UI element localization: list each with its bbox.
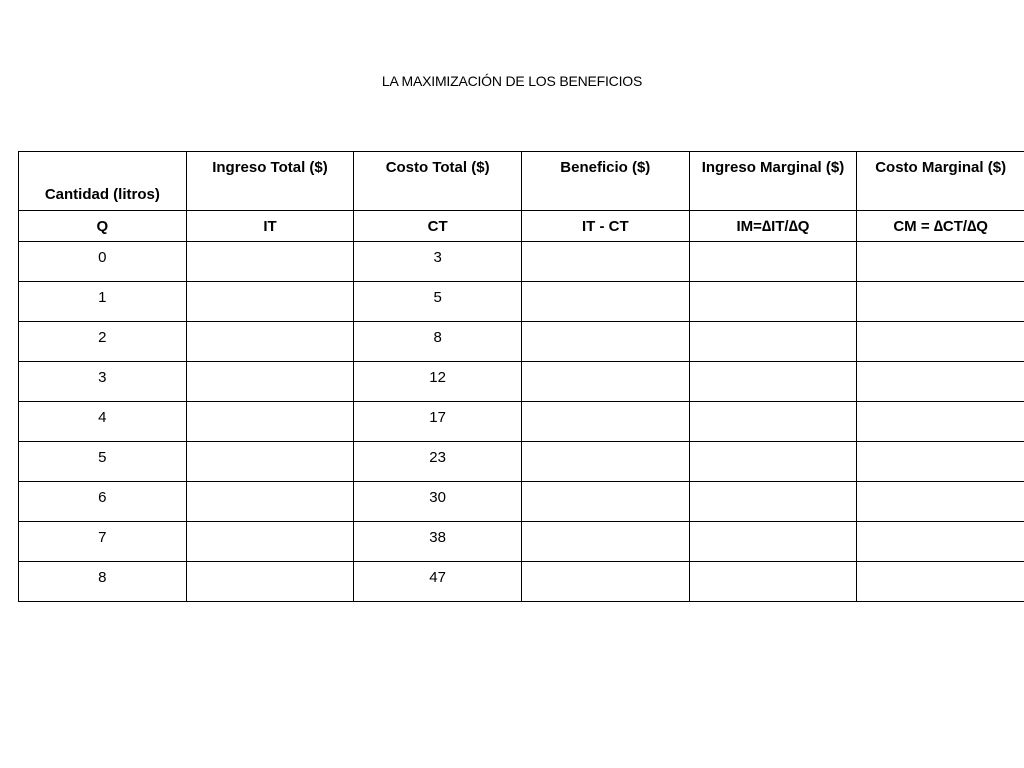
cell-marginal-revenue — [689, 362, 857, 402]
cell-marginal-cost — [857, 282, 1024, 322]
cell-marginal-revenue — [689, 322, 857, 362]
cell-total-revenue — [186, 562, 354, 602]
cell-total-cost: 47 — [354, 562, 522, 602]
cell-quantity: 2 — [19, 322, 187, 362]
symbol-it: IT — [186, 211, 354, 242]
cell-profit — [521, 522, 689, 562]
table-row — [19, 402, 1024, 442]
cell-total-cost: 23 — [354, 442, 522, 482]
cell-total-revenue — [186, 322, 354, 362]
cell-marginal-revenue — [689, 402, 857, 442]
cell-total-cost: 30 — [354, 482, 522, 522]
table-row — [19, 362, 1024, 402]
symbol-q: Q — [19, 211, 187, 242]
cell-marginal-cost — [857, 322, 1024, 362]
header-total-cost: Costo Total ($) — [354, 152, 522, 211]
cell-quantity: 5 — [19, 442, 187, 482]
cell-marginal-revenue — [689, 482, 857, 522]
table-row — [19, 562, 1024, 602]
cell-total-revenue — [186, 282, 354, 322]
cell-profit — [521, 442, 689, 482]
cell-total-revenue — [186, 242, 354, 282]
header-marginal-cost: Costo Marginal ($) — [857, 152, 1024, 211]
cell-total-revenue — [186, 362, 354, 402]
table-row — [19, 482, 1024, 522]
cell-total-cost: 3 — [354, 242, 522, 282]
cell-quantity: 6 — [19, 482, 187, 522]
table-body — [19, 242, 1024, 602]
cell-total-revenue — [186, 482, 354, 522]
cell-total-cost: 5 — [354, 282, 522, 322]
table-row — [19, 522, 1024, 562]
cell-quantity: 1 — [19, 282, 187, 322]
cell-marginal-cost — [857, 242, 1024, 282]
cell-total-cost: 17 — [354, 402, 522, 442]
cell-marginal-revenue — [689, 242, 857, 282]
cell-total-revenue — [186, 442, 354, 482]
cell-profit — [521, 482, 689, 522]
cell-quantity: 0 — [19, 242, 187, 282]
cell-marginal-revenue — [689, 442, 857, 482]
cell-profit — [521, 242, 689, 282]
profit-table — [18, 151, 1024, 602]
cell-profit — [521, 282, 689, 322]
cell-marginal-cost — [857, 402, 1024, 442]
cell-total-cost: 8 — [354, 322, 522, 362]
cell-total-revenue — [186, 522, 354, 562]
cell-profit — [521, 322, 689, 362]
page-title: LA MAXIMIZACIÓN DE LOS BENEFICIOS — [381, 73, 643, 89]
symbol-row — [19, 211, 1024, 242]
cell-profit — [521, 562, 689, 602]
header-profit: Beneficio ($) — [521, 152, 689, 211]
cell-total-cost: 12 — [354, 362, 522, 402]
symbol-im: IM=∆IT/∆Q — [689, 211, 857, 242]
cell-quantity: 7 — [19, 522, 187, 562]
table-row — [19, 242, 1024, 282]
cell-marginal-revenue — [689, 522, 857, 562]
cell-marginal-cost — [857, 522, 1024, 562]
cell-marginal-cost — [857, 442, 1024, 482]
symbol-cm: CM = ∆CT/∆Q — [857, 211, 1024, 242]
cell-total-cost: 38 — [354, 522, 522, 562]
table-row — [19, 322, 1024, 362]
symbol-profit: IT - CT — [521, 211, 689, 242]
header-quantity: Cantidad (litros) — [19, 152, 187, 211]
table-row — [19, 442, 1024, 482]
cell-quantity: 4 — [19, 402, 187, 442]
cell-marginal-cost — [857, 362, 1024, 402]
table-row — [19, 282, 1024, 322]
cell-marginal-cost — [857, 482, 1024, 522]
header-total-revenue: Ingreso Total ($) — [186, 152, 354, 211]
header-marginal-revenue: Ingreso Marginal ($) — [689, 152, 857, 211]
cell-quantity: 8 — [19, 562, 187, 602]
cell-marginal-cost — [857, 562, 1024, 602]
cell-marginal-revenue — [689, 282, 857, 322]
cell-profit — [521, 362, 689, 402]
symbol-ct: CT — [354, 211, 522, 242]
header-row — [19, 152, 1024, 211]
cell-total-revenue — [186, 402, 354, 442]
cell-marginal-revenue — [689, 562, 857, 602]
cell-quantity: 3 — [19, 362, 187, 402]
cell-profit — [521, 402, 689, 442]
